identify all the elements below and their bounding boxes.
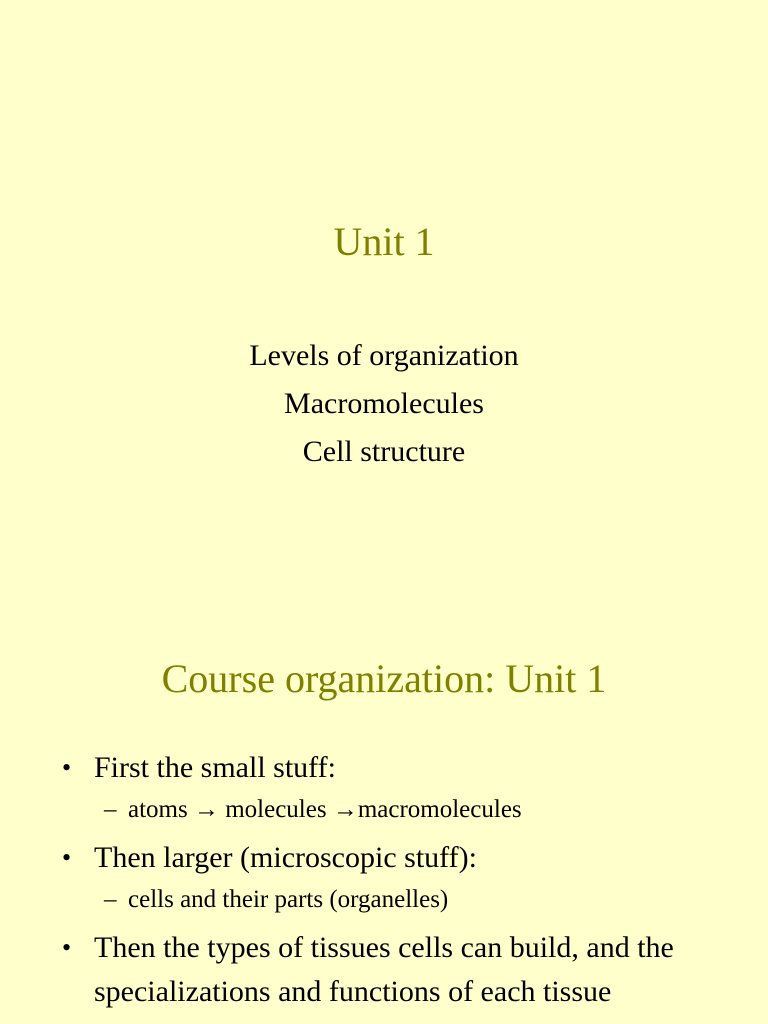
sub-bullet-text: cells and their parts (organelles) bbox=[128, 886, 449, 913]
sub-bullet-text: atoms → molecules →macromolecules bbox=[128, 796, 522, 823]
slide-title: Course organization: Unit 1 bbox=[161, 656, 607, 701]
bullet-item bbox=[60, 746, 750, 790]
bullet-text: Then the types of tissues cells can build, and the specializations and functions of each tissue bbox=[94, 931, 674, 1008]
sub-bullet-item bbox=[60, 884, 750, 916]
sub-bullet-marker: – bbox=[104, 886, 117, 913]
sub-bullet-marker: – bbox=[104, 796, 117, 823]
bullet-list bbox=[60, 746, 750, 1014]
subtitle-levels: Levels of organization bbox=[249, 339, 519, 372]
bullet-item bbox=[60, 926, 750, 1014]
sub-bullet-item bbox=[60, 794, 750, 826]
bullet-marker: • bbox=[62, 753, 72, 782]
slide-title: Unit 1 bbox=[333, 219, 435, 264]
slide-subtitles bbox=[0, 332, 768, 476]
bullet-item bbox=[60, 836, 750, 880]
subtitle-cell-structure: Cell structure bbox=[302, 435, 466, 468]
bullet-marker: • bbox=[62, 843, 72, 872]
bullet-text: First the small stuff: bbox=[94, 751, 336, 784]
bullet-text: Then larger (microscopic stuff): bbox=[94, 841, 477, 874]
subtitle-macromolecules: Macromolecules bbox=[284, 387, 484, 420]
bullet-marker: • bbox=[62, 933, 72, 962]
slide-course-organization bbox=[0, 576, 768, 1024]
